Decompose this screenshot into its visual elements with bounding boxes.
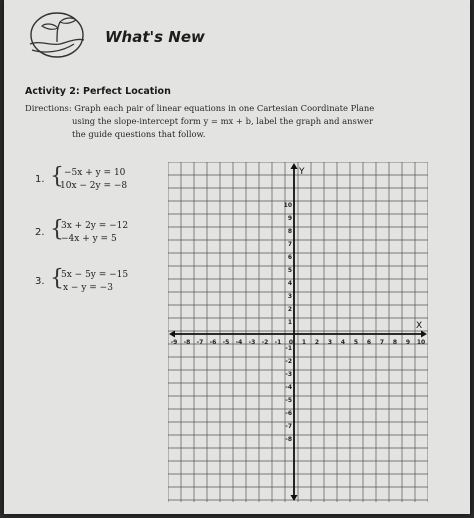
problem-3-equation-1: 5x − 5y = −15	[61, 270, 129, 280]
page-title: What's New	[105, 28, 205, 46]
x-tick-label: 9	[405, 339, 411, 346]
problem-2-equation-1: 3x + 2y = −12	[61, 221, 129, 231]
y-tick-label: -8	[285, 436, 292, 443]
y-tick-label: -4	[285, 384, 292, 391]
y-tick-label: -6	[285, 410, 292, 417]
x-axis-arrow-icon	[421, 331, 427, 338]
y-tick-label: 5	[287, 267, 292, 274]
directions-line-1: Directions: Graph each pair of linear equations in one Cartesian Coordinate Plane	[25, 103, 375, 113]
problem-1-equation-2: 10x − 2y = −8	[60, 181, 128, 191]
x-tick-label: 10	[416, 339, 426, 346]
y-tick-label: 10	[283, 202, 292, 209]
activity-title: Activity 2: Perfect Location	[25, 86, 171, 97]
directions-line-2: using the slope-intercept form y = mx + b, label the graph and answer	[72, 116, 373, 126]
x-tick-label: -5	[222, 339, 230, 346]
system-brace-icon: {	[50, 266, 64, 291]
x-tick-label: 2	[314, 339, 320, 346]
problem-1-equation-1: −5x + y = 10	[64, 168, 126, 178]
x-tick-label: -2	[261, 339, 269, 346]
y-tick-label: -3	[285, 371, 292, 378]
y-tick-label: 2	[287, 306, 292, 313]
y-tick-label: 8	[287, 228, 292, 235]
y-tick-label: 7	[287, 241, 292, 248]
x-tick-label: 4	[340, 339, 346, 346]
x-tick-label: -4	[235, 339, 243, 346]
y-axis-label: Y	[299, 167, 305, 177]
x-tick-label: 7	[379, 339, 385, 346]
x-tick-label: 6	[366, 339, 372, 346]
system-brace-icon: {	[50, 164, 64, 189]
x-tick-label: 8	[392, 339, 398, 346]
x-axis-label: X	[416, 321, 423, 331]
x-tick-label: -9	[170, 339, 178, 346]
x-tick-label: 1	[301, 339, 307, 346]
x-tick-label: -8	[183, 339, 191, 346]
y-tick-label: -5	[285, 397, 292, 404]
problem-number: 3.	[35, 276, 45, 287]
y-tick-label: -2	[285, 358, 292, 365]
x-tick-label: -1	[274, 339, 282, 346]
problem-3-equation-2: x − y = −3	[63, 283, 113, 293]
worksheet-page	[4, 0, 470, 514]
problem-number: 1.	[35, 174, 45, 185]
directions-line-3: the guide questions that follow.	[72, 129, 206, 139]
y-tick-label: -7	[285, 423, 292, 430]
system-brace-icon: {	[50, 217, 64, 242]
problem-number: 2.	[35, 227, 45, 238]
hand-holding-sprout-icon	[22, 6, 92, 64]
x-axis-arrow-icon	[169, 331, 175, 338]
x-tick-label: 3	[327, 339, 333, 346]
x-tick-label: -6	[209, 339, 217, 346]
y-tick-label: 6	[287, 254, 292, 261]
y-tick-label: 9	[287, 215, 292, 222]
y-tick-label: 4	[287, 280, 292, 287]
x-tick-label: -7	[196, 339, 204, 346]
x-tick-label: 5	[353, 339, 359, 346]
x-tick-label: -3	[248, 339, 256, 346]
cartesian-plane	[168, 162, 428, 502]
y-tick-label: 1	[287, 319, 292, 326]
problem-2-equation-2: −4x + y = 5	[61, 234, 117, 244]
x-tick-label: 0	[288, 339, 294, 346]
y-tick-label: -1	[285, 345, 292, 352]
y-axis-arrow-icon	[291, 163, 298, 169]
y-tick-label: 3	[287, 293, 292, 300]
